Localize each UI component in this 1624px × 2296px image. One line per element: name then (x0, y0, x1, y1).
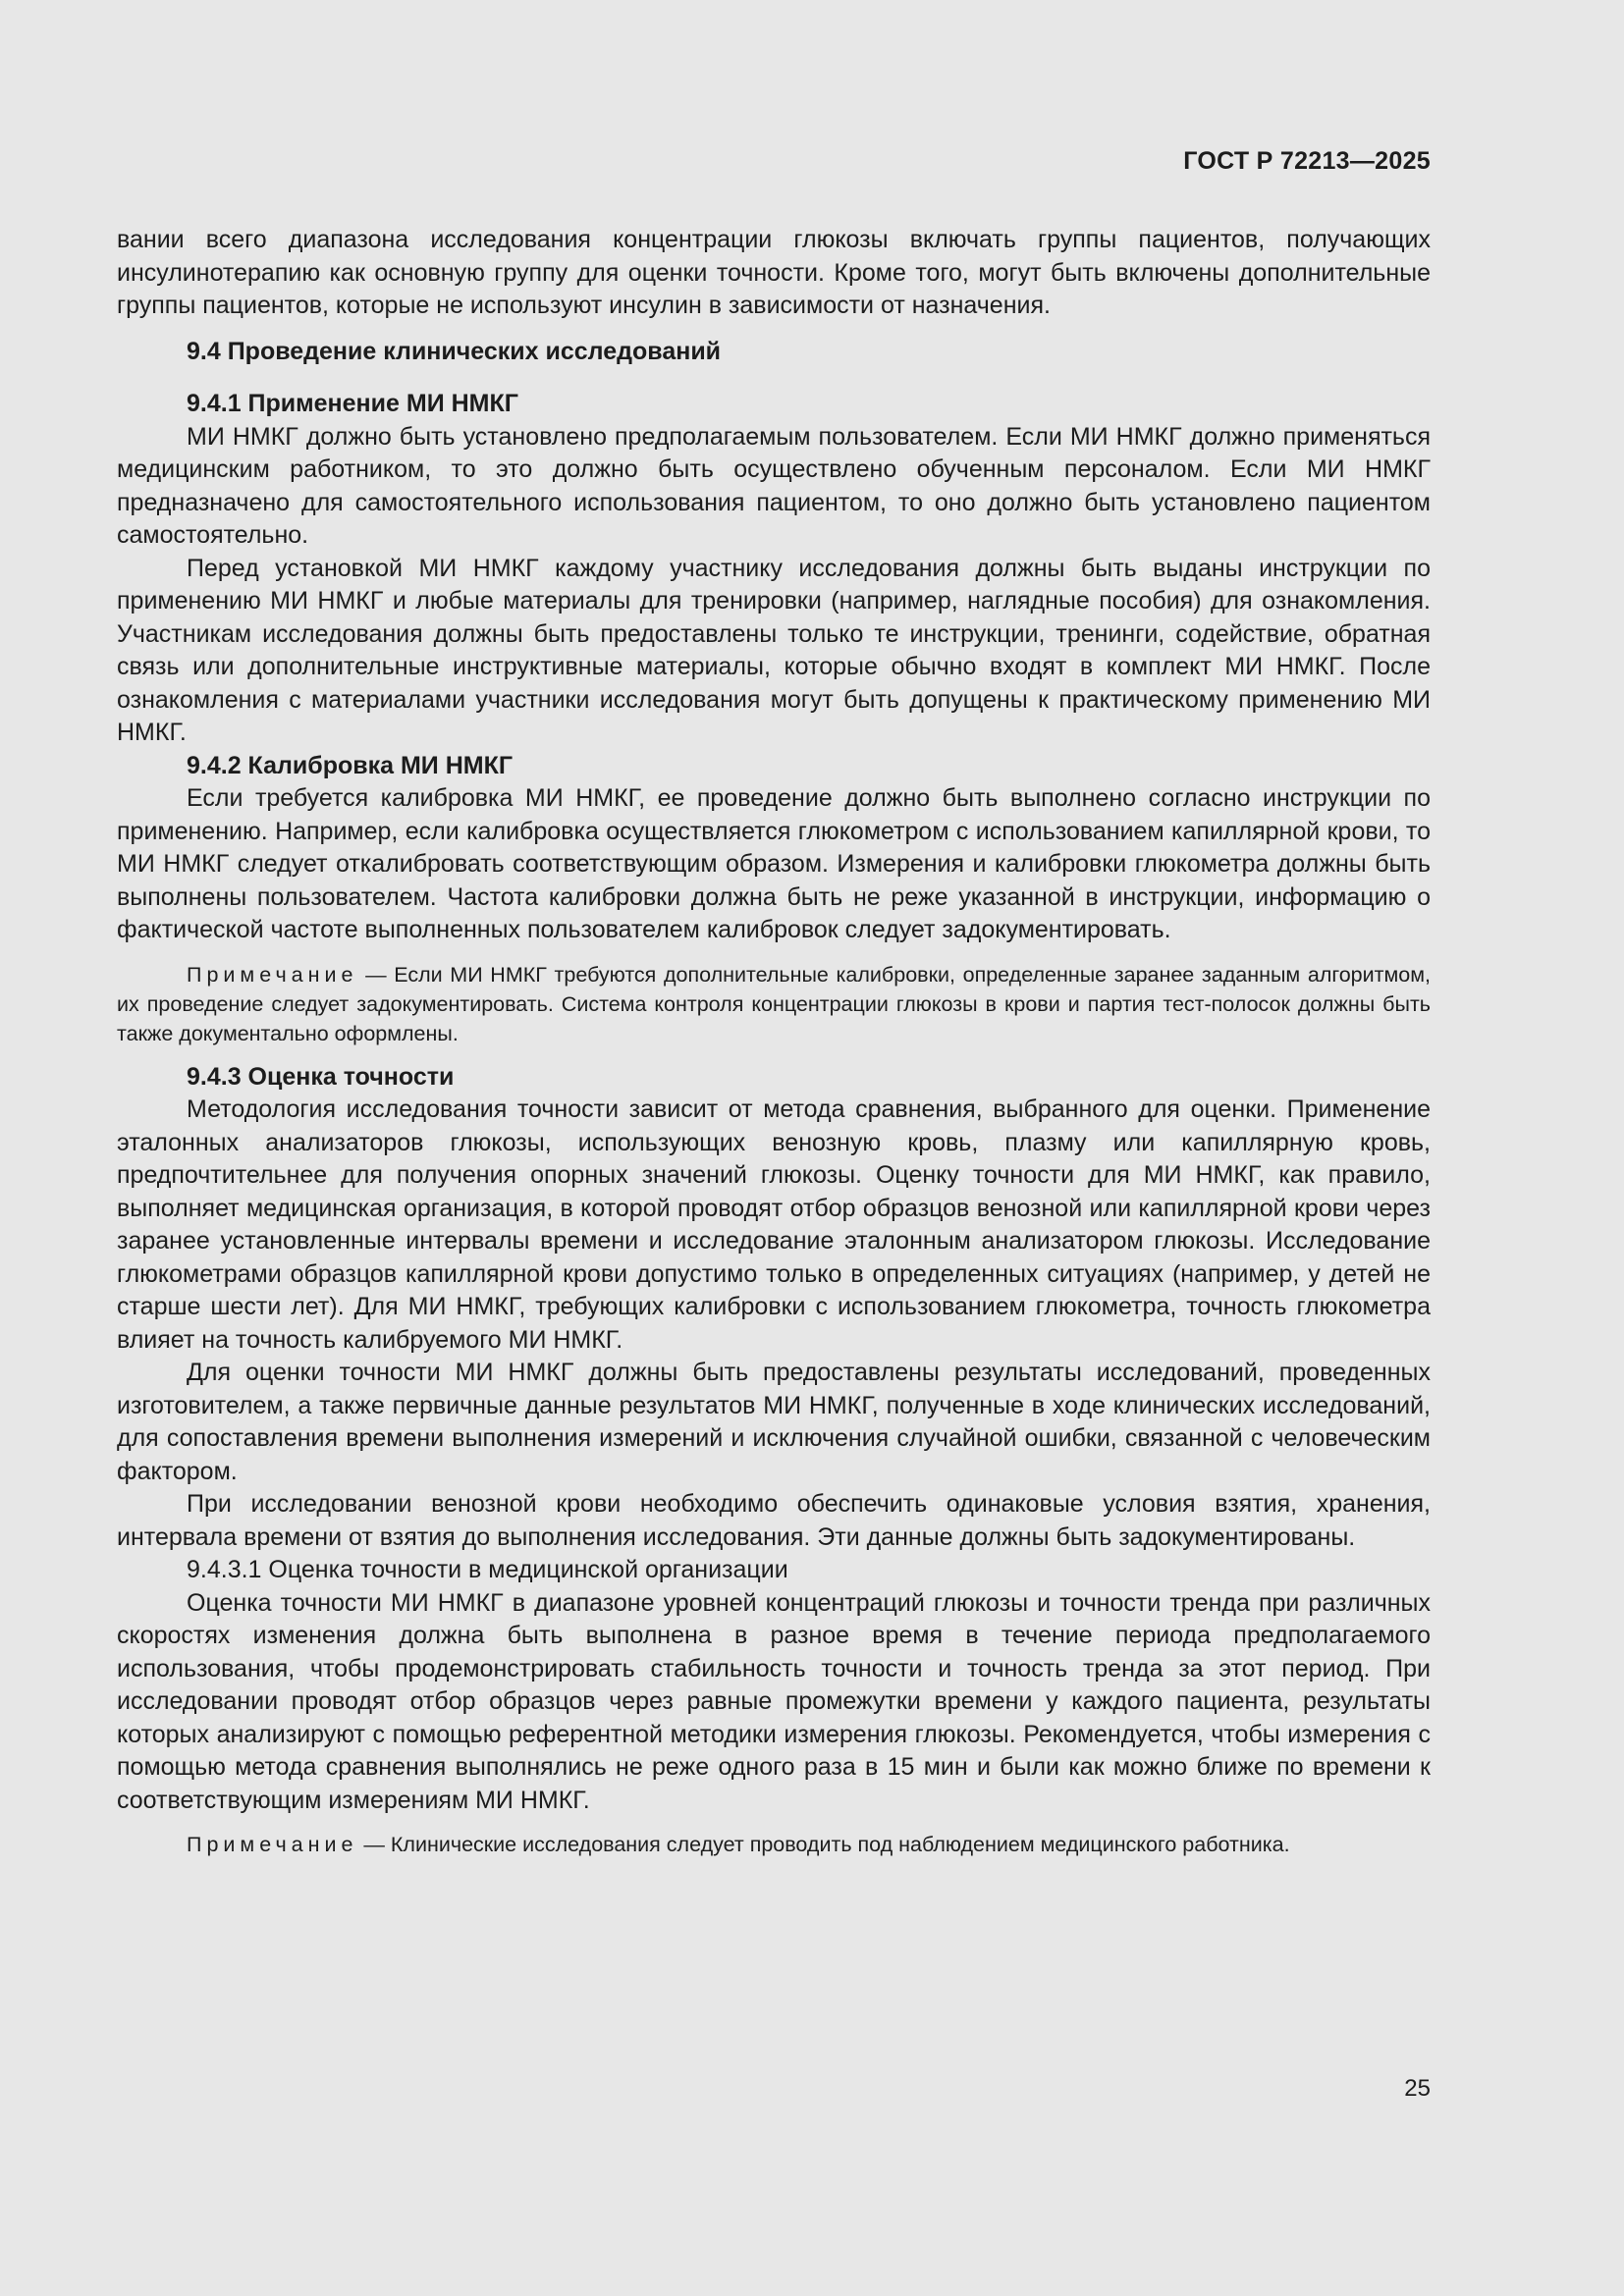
paragraph-manufacturer-data: Для оценки точности МИ НМКГ должны быть предоставлены результаты исследований, проведенных изготовителем, а также первичные данные результатов МИ НМКГ, полученные в ходе клинических исследований, для сопоставления времени выполнения измерений и исключения случайной ошибки, связанной с человеческим фактором. (117, 1359, 1431, 1485)
section-heading-9-4: 9.4 Проведение клинических исследований (187, 337, 722, 365)
paragraph-instructions: Перед установкой МИ НМКГ каждому участнику исследования должны быть выданы инструкции по применению МИ НМКГ и любые материалы для тренировки (например, наглядные пособия) для ознакомления. Участникам исследования должны быть предоставлены только те инструкции, тренинги, содействие, обратная связь или дополнительные инструктивные материалы, которые обычно входят в комплект МИ НМКГ. После ознакомления с материалами участники исследования могут быть допущены к практическому применению МИ НМКГ. (117, 554, 1431, 746)
subsection-heading-9-4-3-1: 9.4.3.1 Оценка точности в медицинской организации (187, 1556, 788, 1583)
subsection-heading-9-4-2: 9.4.2 Калибровка МИ НМКГ (187, 751, 514, 779)
note-supervision (117, 1830, 1431, 1859)
subsection-heading-9-4-1: 9.4.1 Применение МИ НМКГ (187, 390, 518, 417)
note-label: Примечание (187, 1833, 358, 1856)
note-calibration (117, 960, 1431, 1048)
document-header: ГОСТ Р 72213—2025 (1183, 147, 1431, 175)
paragraph-continuation: вании всего диапазона исследования концентрации глюкозы включать группы пациентов, получающих инсулинотерапию как основную группу для оценки точности. Кроме того, могут быть включены дополнительные группы пациентов, которые не используют инсулин в зависимости от назначения. (117, 226, 1431, 319)
paragraph-venous-blood: При исследовании венозной крови необходимо обеспечить одинаковые условия взятия, хранения, интервала времени от взятия до выполнения исследования. Эти данные должны быть задокументированы. (117, 1490, 1431, 1551)
note-text: — Клинические исследования следует проводить под наблюдением медицинского работника. (357, 1833, 1290, 1856)
note-text: — Если МИ НМКГ требуются дополнительные калибровки, определенные заранее заданным алгоритмом, их проведение следует задокументировать. Система контроля концентрации глюкозы в крови и партия тест-полосок должны быть также документально оформлены. (117, 962, 1431, 1045)
note-label: Примечание (187, 962, 358, 987)
paragraph-installation: МИ НМКГ должно быть установлено предполагаемым пользователем. Если МИ НМКГ должно применяться медицинским работником, то это должно быть осуществлено обученным персоналом. Если МИ НМКГ предназначено для самостоятельного использования пациентом, то оно должно быть установлено пациентом самостоятельно. (117, 422, 1431, 549)
paragraph-calibration: Если требуется калибровка МИ НМКГ, ее проведение должно быть выполнено согласно инструкции по применению. Например, если калибровка осуществляется глюкометром с использованием капиллярной крови, то МИ НМКГ следует откалибровать соответствующим образом. Измерения и калибровки глюкометра должны быть выполнены пользователем. Частота калибровки должна быть не реже указанной в инструкции, информацию о фактической частоте выполненных пользователем калибровок следует задокументировать. (117, 784, 1431, 943)
paragraph-methodology: Методология исследования точности зависит от метода сравнения, выбранного для оценки. Применение эталонных анализаторов глюкозы, использующих венозную кровь, плазму или капиллярную кровь, предпочтительнее для получения опорных значений глюкозы. Оценку точности для МИ НМКГ, как правило, выполняет медицинская организация, в которой проводят отбор образцов венозной или капиллярной крови через заранее установленные интервалы времени и исследование эталонным анализатором глюкозы. Исследование глюкометрами образцов капиллярной крови допустимо только в определенных ситуациях (например, у детей не старше шести лет). Для МИ НМКГ, требующих калибровки с использованием глюкометра, точность глюкометра влияет на точность калибруемого МИ НМКГ. (117, 1095, 1431, 1354)
subsection-heading-9-4-3: 9.4.3 Оценка точности (187, 1062, 455, 1091)
paragraph-accuracy-assessment: Оценка точности МИ НМКГ в диапазоне уровней концентраций глюкозы и точности тренда при различных скоростях изменения должна быть выполнена в разное время в течение периода предполагаемого использования, чтобы продемонстрировать стабильность точности и точность тренда за этот период. При исследовании проводят отбор образцов через равные промежутки времени у каждого пациента, результаты которых анализируют с помощью референтной методики измерения глюкозы. Рекомендуется, чтобы измерения с помощью метода сравнения выполнялись не реже одного раза в 15 мин и были как можно ближе по времени к соответствующим измерениям МИ НМКГ. (117, 1588, 1431, 1814)
page-number: 25 (1404, 2075, 1431, 2102)
document-body (117, 224, 1431, 1859)
